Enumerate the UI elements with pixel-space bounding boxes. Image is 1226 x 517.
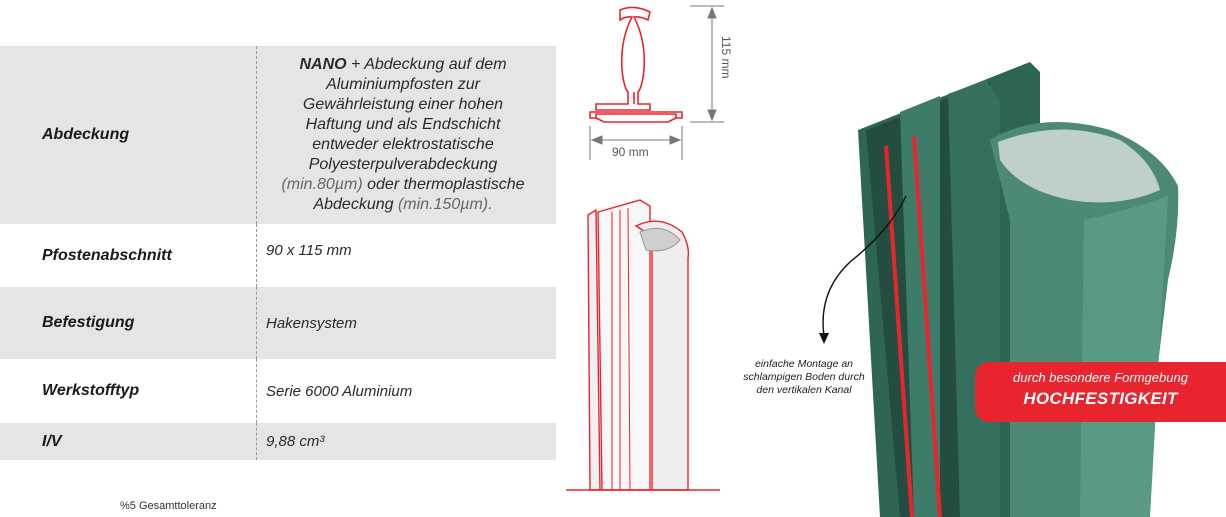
callout-line-1: einfache Montage an <box>754 358 854 370</box>
coating-line-1: + Abdeckung auf dem <box>346 56 507 73</box>
callout-line-2: schlampigen Boden durch <box>743 371 865 383</box>
post-outline-drawing <box>566 200 720 490</box>
spec-value-fixing: Hakensystem <box>266 314 357 332</box>
profile-cross-section-drawing <box>590 7 682 122</box>
coating-line-6: Polyesterpulverabdeckung <box>308 156 498 173</box>
spec-label-material: Werkstofftyp <box>42 382 140 399</box>
coating-line-8: Abdeckung <box>313 196 398 213</box>
tolerance-note: %5 Gesamttoleranz <box>120 500 217 512</box>
spec-label-fixing: Befestigung <box>42 314 135 331</box>
coating-line-5: entweder elektrostatische <box>312 136 494 153</box>
coating-thickness-2: (min.150µm). <box>397 196 493 213</box>
callout-arrowhead <box>819 333 829 344</box>
green-post-render <box>858 62 1178 517</box>
spec-value-section: 90 x 115 mm <box>266 242 352 259</box>
spec-value-material: Serie 6000 Aluminium <box>266 382 413 400</box>
callout-line-3: den vertikalen Kanal <box>756 384 852 396</box>
spec-label-section: Pfostenabschnitt <box>42 246 172 264</box>
spec-label-coating: Abdeckung <box>42 126 130 143</box>
spec-value-iv: 9,88 cm³ <box>266 433 325 450</box>
banner-subtitle: durch besondere Formgebung <box>1013 370 1188 385</box>
mounting-callout <box>722 358 886 397</box>
nano-keyword: NANO <box>299 56 347 73</box>
width-dimension-label: 90 mm <box>612 145 649 159</box>
banner-title: HOCHFESTIGKEIT <box>1023 389 1178 408</box>
strength-banner <box>975 362 1226 422</box>
spec-label-iv: I/V <box>42 432 62 450</box>
coating-line-4: Haftung und als Endschicht <box>305 116 501 133</box>
height-dimension-label: 115 mm <box>719 36 733 79</box>
coating-line-2: Aluminiumpfosten zur <box>326 76 480 93</box>
coating-line-3: Gewährleistung einer hohen <box>302 96 504 113</box>
height-dimension <box>690 6 724 122</box>
coating-thickness-1: (min.80µm) <box>281 176 363 193</box>
coating-line-7: oder thermoplastische <box>362 176 525 193</box>
